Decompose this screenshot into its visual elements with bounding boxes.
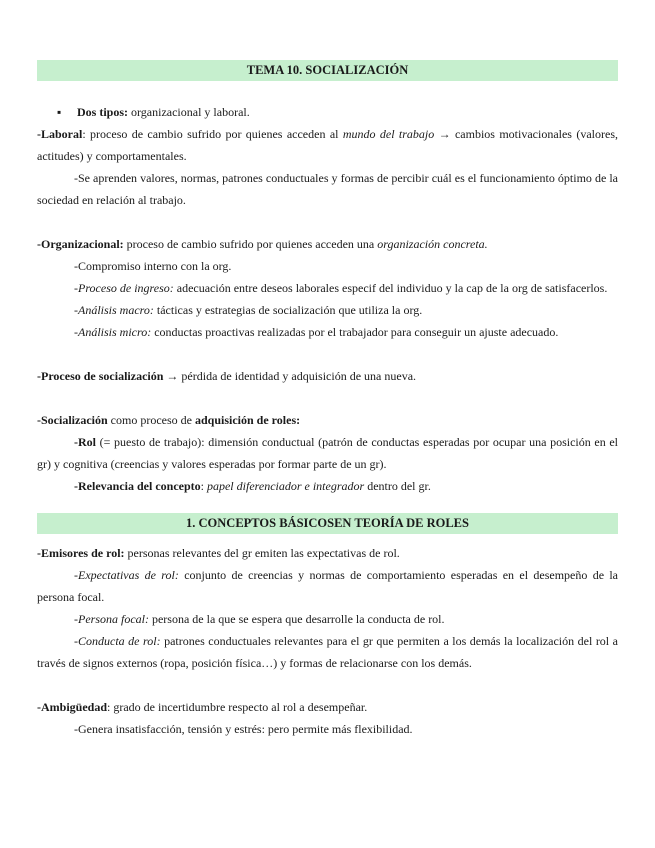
paragraph: -Proceso de ingreso: adecuación entre deseos laborales especif del individuo y la cap de la org de satisfacerlos. xyxy=(74,281,608,295)
section-heading: 1. CONCEPTOS BÁSICOSEN TEORÍA DE ROLES xyxy=(37,513,618,534)
paragraph: -Análisis micro: conductas proactivas realizadas por el trabajador para conseguir un ajuste adecuado. xyxy=(74,325,559,339)
paragraph-laboral: -Laboral: proceso de cambio sufrido por quienes acceden al mundo del trabajo → cambios motivacionales (valores, actitudes) y comportamentales. xyxy=(37,127,618,163)
paragraph-emisores: -Emisores de rol: personas relevantes del gr emiten las expectativas de rol. xyxy=(37,546,400,560)
paragraph: -Conducta de rol: patrones conductuales relevantes para el gr que permiten a los demás la localización del rol a través de signos externos (ropa, posición física…) y formas de relacionarse con los demás. xyxy=(37,634,618,670)
paragraph-relevancia: -Relevancia del concepto: papel diferenciador e integrador dentro del gr. xyxy=(74,479,431,493)
paragraph: -Análisis macro: tácticas y estrategias de socialización que utiliza la org. xyxy=(74,303,423,317)
bullet-item: ▪ Dos tipos: organizacional y laboral. xyxy=(37,101,618,123)
paragraph: -Compromiso interno con la org. xyxy=(74,259,232,273)
section-heading: TEMA 10. SOCIALIZACIÓN xyxy=(37,60,618,81)
paragraph-organizacional: -Organizacional: proceso de cambio sufrido por quienes acceden una organización concreta. xyxy=(37,237,488,251)
paragraph-ambiguedad: -Ambigüedad: grado de incertidumbre respecto al rol a desempeñar. xyxy=(37,700,368,714)
paragraph: -Genera insatisfacción, tensión y estrés: pero permite más flexibilidad. xyxy=(74,722,413,736)
document-page xyxy=(37,0,618,740)
bullet-icon: ▪ xyxy=(57,105,62,119)
paragraph: -Se aprenden valores, normas, patrones conductuales y formas de percibir cuál es el funcionamiento óptimo de la sociedad en relación al trabajo. xyxy=(37,171,618,207)
paragraph-rol: -Rol (= puesto de trabajo): dimensión conductual (patrón de conductas esperadas por ocupar una posición en el gr) y cognitiva (creencias y valores esperadas por formar parte de un gr). xyxy=(37,435,618,471)
paragraph-proceso: -Proceso de socialización → pérdida de identidad y adquisición de una nueva. xyxy=(37,369,417,383)
paragraph: -Persona focal: persona de la que se espera que desarrolle la conducta de rol. xyxy=(74,612,445,626)
paragraph-socializacion: -Socialización como proceso de adquisición de roles: xyxy=(37,413,301,427)
paragraph: -Expectativas de rol: conjunto de creencias y normas de comportamiento esperadas en el desempeño de la persona focal. xyxy=(37,568,619,604)
